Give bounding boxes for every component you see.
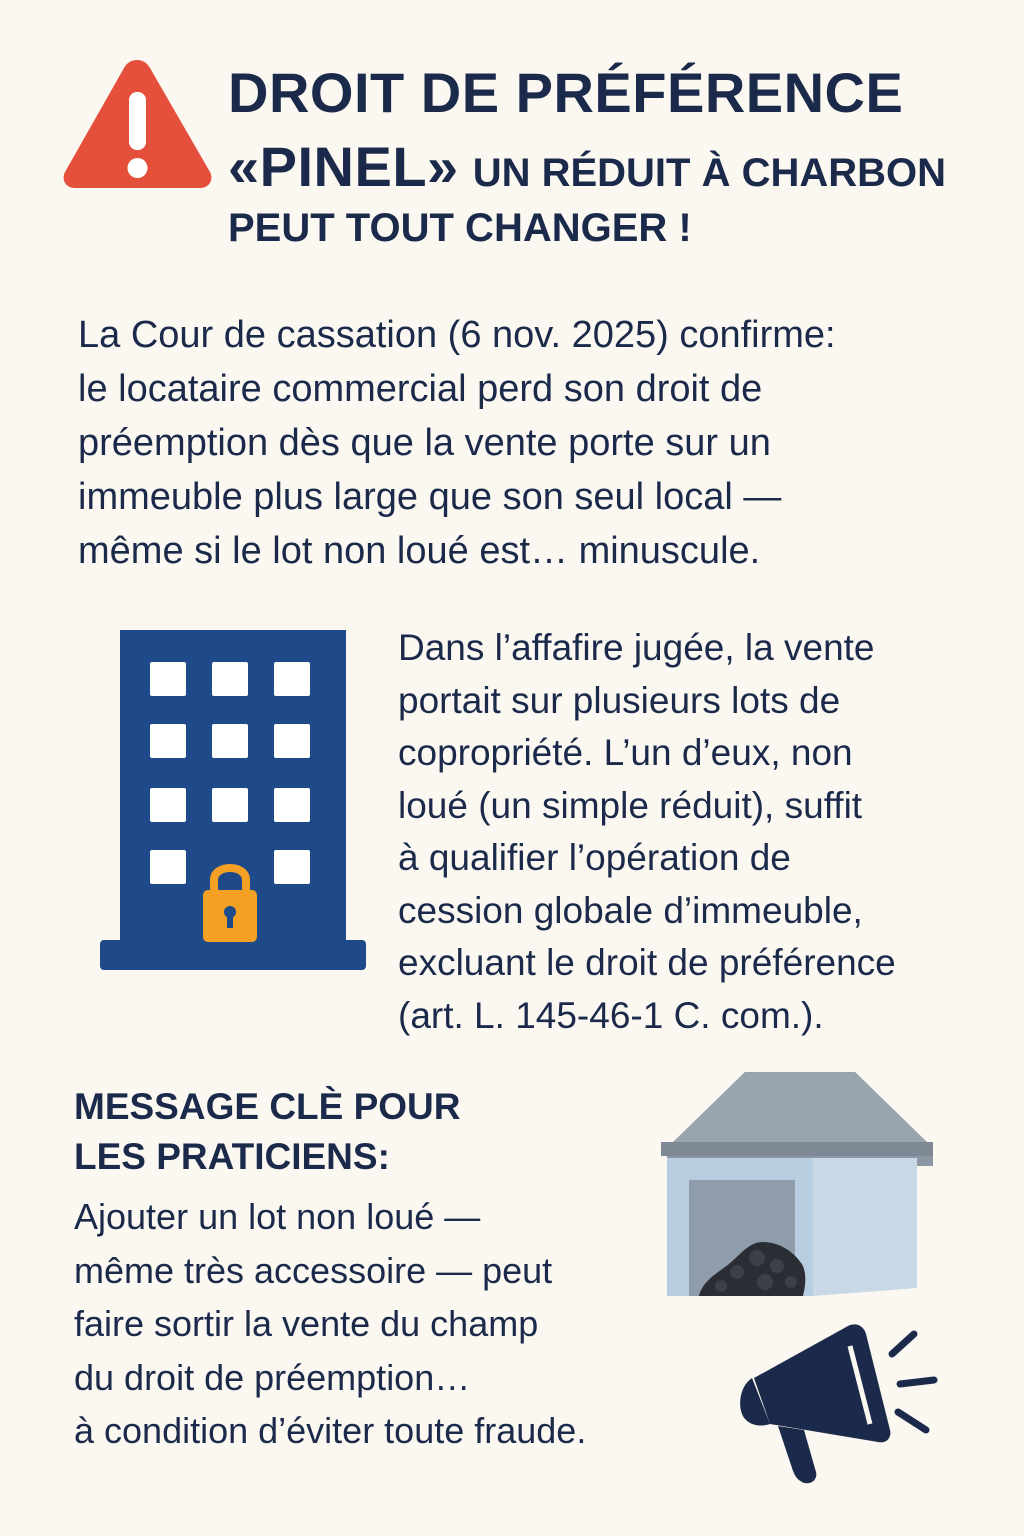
key-body-line: faire sortir la vente du champ [74,1303,539,1344]
detail-line: (art. L. 145-46-1 C. com.). [398,994,824,1036]
page-title-pinel: «PINEL» [228,135,459,198]
page-subtitle-line-2: PEUT TOUT CHANGER ! [228,206,692,250]
key-body-line: à condition d’éviter toute fraude. [74,1410,587,1451]
page-title-line-2 [228,134,946,206]
intro-paragraph [78,308,978,578]
key-message-heading [74,1082,594,1182]
detail-line: cession globale d’immeuble, [398,889,863,931]
intro-line: même si le lot non loué est… minuscule. [78,530,761,572]
detail-line: loué (un simple réduit), suffit [398,784,863,826]
detail-line: à qualifier l’opération de [398,837,791,878]
warning-triangle-icon [60,52,215,192]
page-subtitle-line-1: UN RÉDUIT À CHARBON [472,151,947,195]
intro-line: immeuble plus large que son seul local — [78,476,782,518]
intro-line: le locataire commercial perd son droit de [78,368,763,410]
case-detail-paragraph [398,622,998,1042]
key-heading-line: MESSAGE CLÈ POUR [74,1086,461,1127]
detail-line: Dans l’affafire jugée, la vente [398,627,875,668]
detail-line: excluant le droit de préférence [398,942,896,983]
detail-line: portait sur plusieurs lots de [398,679,841,721]
page-title-line-1: DROIT DE PRÉFÉRENCE [228,61,904,124]
key-message-body [74,1190,634,1458]
key-heading-line: LES PRATICIENS: [74,1136,390,1177]
intro-line: La Cour de cassation (6 nov. 2025) confirme: [78,314,836,356]
building-lock-icon [98,628,368,973]
key-body-line: même très accessoire — peut [74,1249,553,1291]
intro-line: préemption dès que la vente porte sur un [78,422,771,464]
coal-shed-icon [645,1066,935,1298]
megaphone-icon [730,1320,945,1490]
key-body-line: Ajouter un lot non loué — [74,1196,481,1237]
key-body-line: du droit de préemption… [74,1356,471,1398]
detail-line: copropriété. L’un d’eux, non [398,732,853,773]
